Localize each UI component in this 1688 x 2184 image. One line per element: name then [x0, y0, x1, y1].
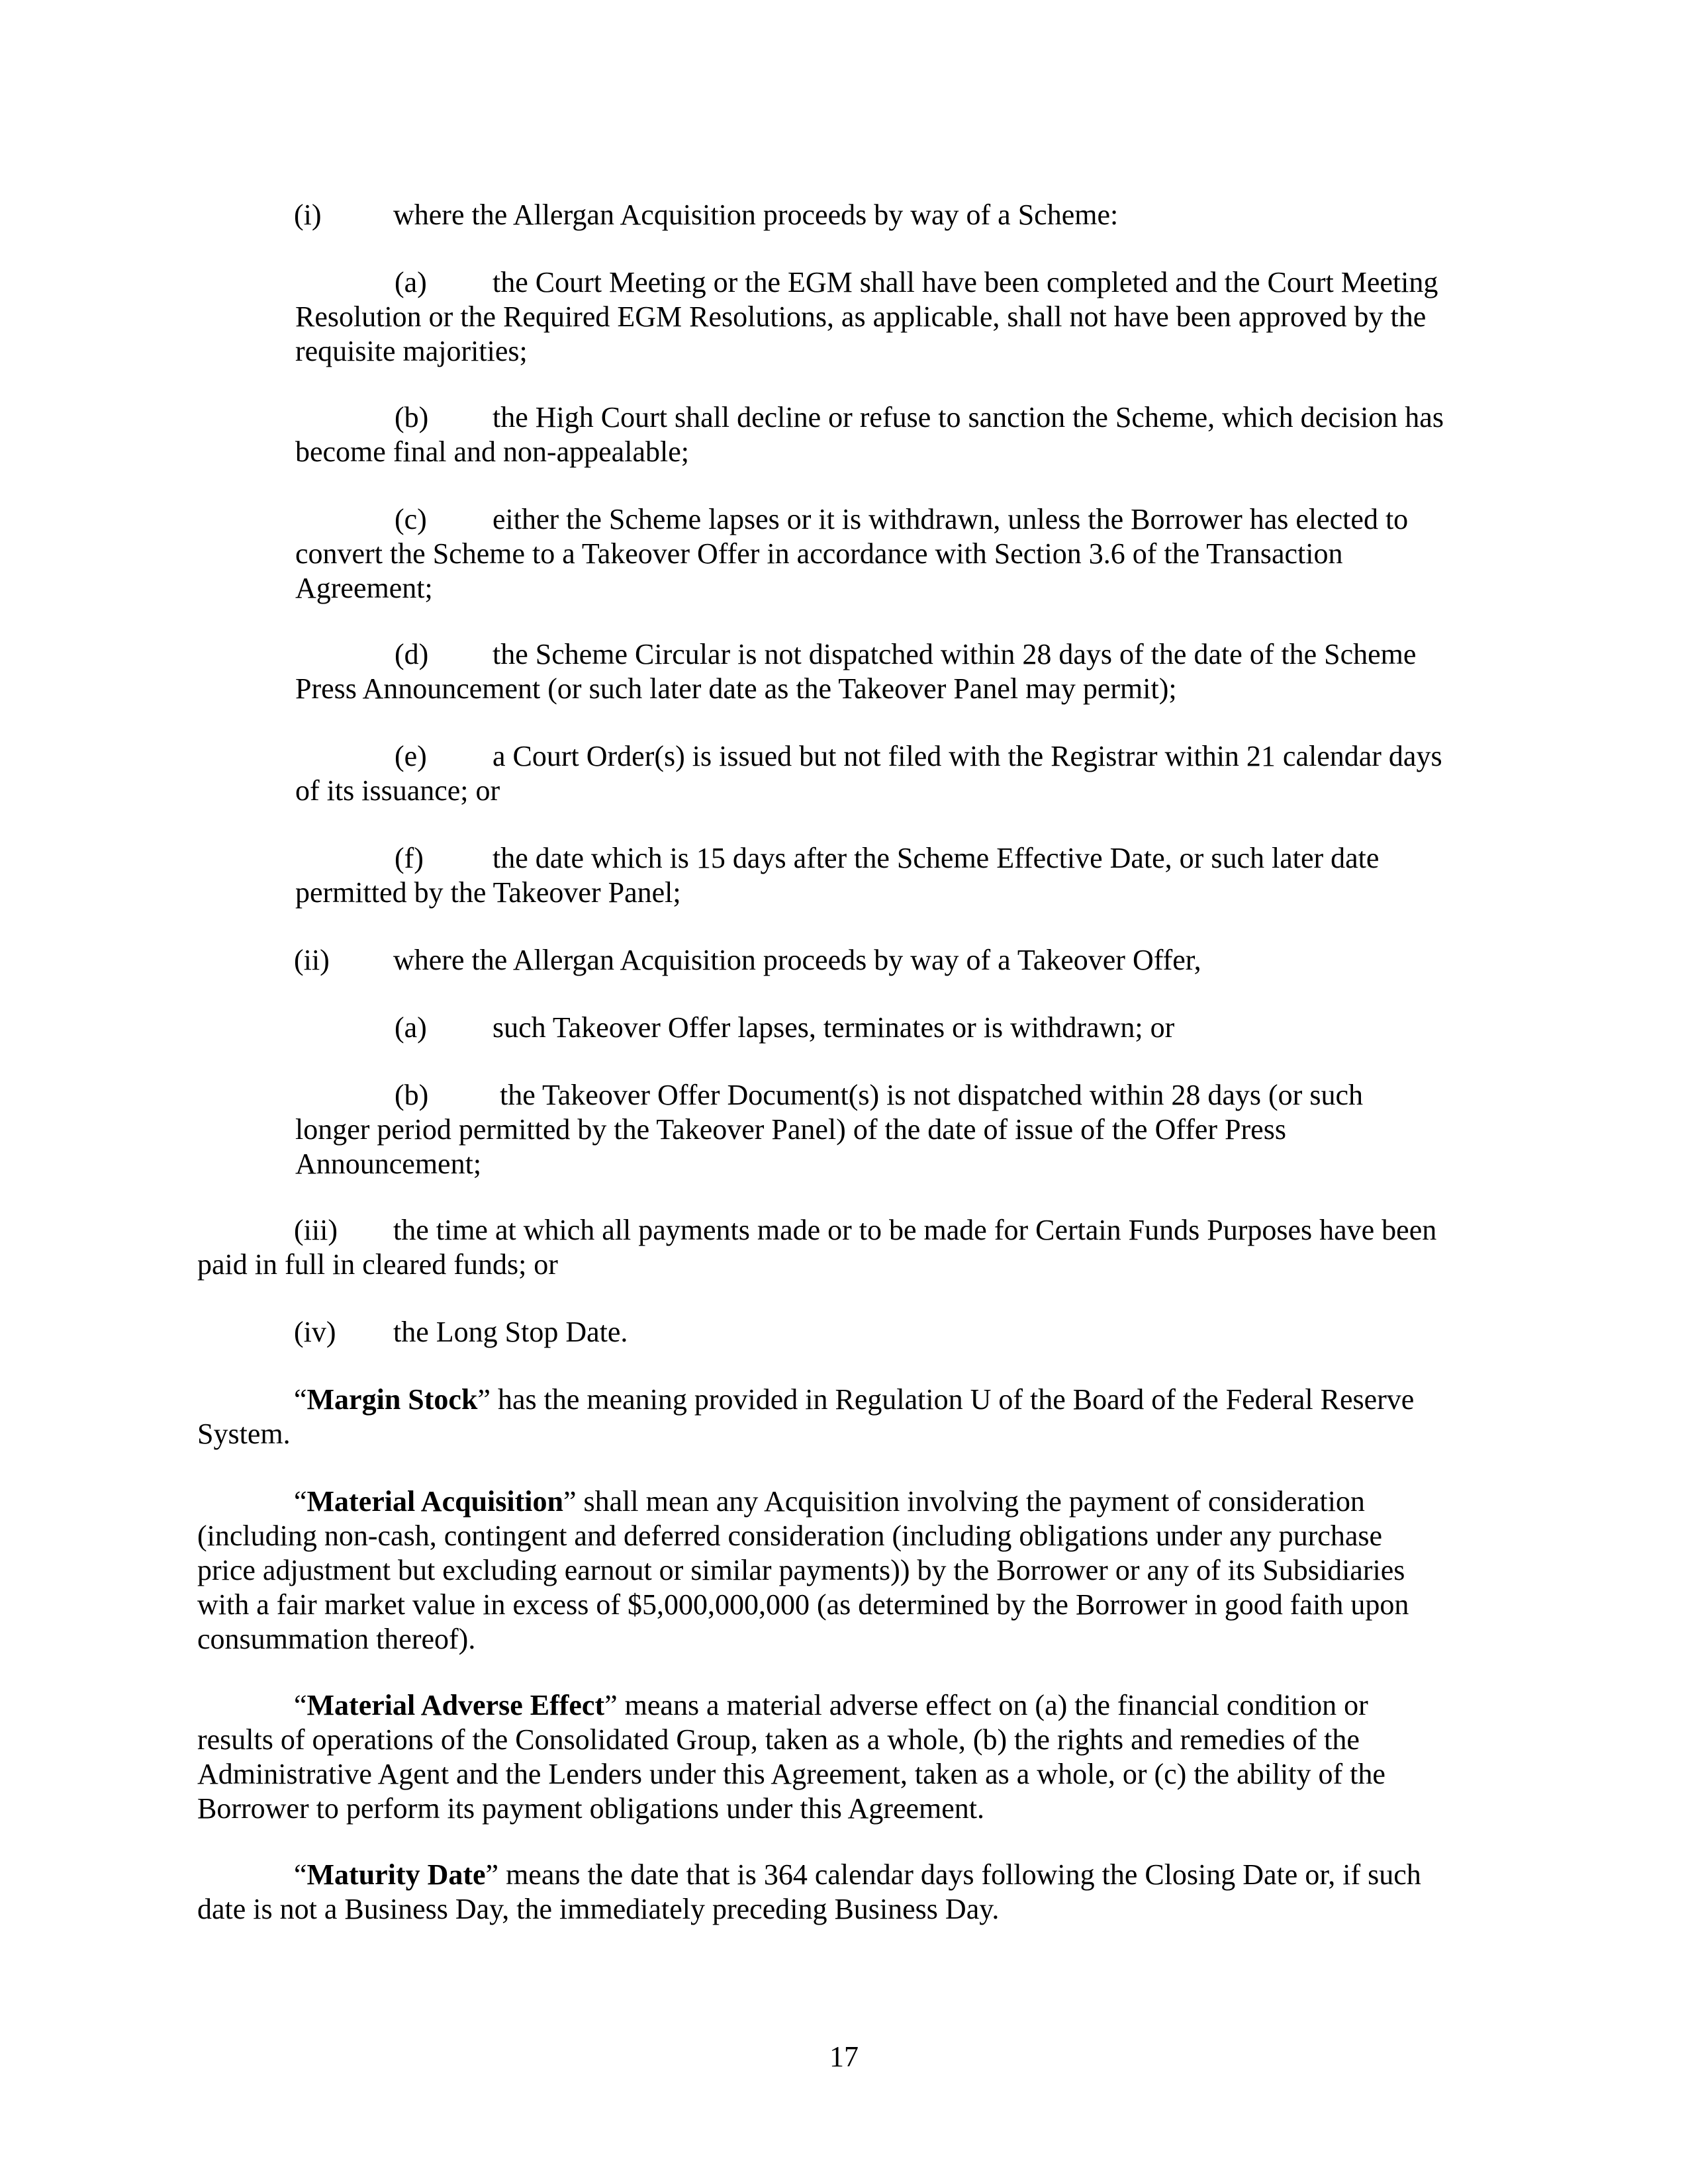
subclause-text-line: become final and non-appealable;: [295, 435, 689, 468]
clause-text: the time at which all payments made or to be made for Certain Funds Purposes have been: [393, 1214, 1437, 1246]
subclause-text-line: Resolution or the Required EGM Resolutions, as applicable, shall not have been approved by the: [295, 300, 1427, 333]
clause-label: (i): [294, 199, 322, 231]
definition-text-line: results of operations of the Consolidated Group, taken as a whole, (b) the rights and remedies of the: [197, 1723, 1360, 1756]
subclause-text: the High Court shall decline or refuse to sanction the Scheme, which decision has: [492, 401, 1444, 433]
definition-material-adverse-effect: [197, 1688, 1385, 1826]
subclause-text-line: longer period permitted by the Takeover Panel) of the date of issue of the Offer Press: [295, 1113, 1286, 1146]
clause-text: the Long Stop Date.: [393, 1316, 628, 1348]
definition-text: ” means the date that is 364 calendar days following the Closing Date or, if such: [485, 1858, 1421, 1891]
subclause-text-line: permitted by the Takeover Panel;: [295, 876, 681, 909]
subclause-c: [295, 502, 1408, 606]
definition-text-line: Administrative Agent and the Lenders under this Agreement, taken as a whole, or (c) the ability of the: [197, 1758, 1385, 1790]
subclause-f: [295, 841, 1379, 910]
subclause-label: (a): [395, 266, 427, 298]
clause-iii: [197, 1213, 1436, 1282]
subclause-a-takeover: [395, 1011, 1174, 1045]
clause-text: where the Allergan Acquisition proceeds by way of a Scheme:: [393, 199, 1119, 231]
subclause-label: (c): [395, 503, 427, 535]
subclause-a: [295, 265, 1438, 369]
definition-text-line: System.: [197, 1418, 291, 1450]
subclause-text-line: Agreement;: [295, 572, 433, 604]
definition-text-line: (including non-cash, contingent and deferred consideration (including obligations under any purchase: [197, 1520, 1383, 1552]
subclause-label: (e): [395, 740, 427, 772]
subclause-text: the Takeover Offer Document(s) is not dispatched within 28 days (or such: [492, 1079, 1363, 1111]
definition-material-acquisition: [197, 1484, 1409, 1657]
subclause-text-line: Announcement;: [295, 1148, 482, 1180]
page-number: 17: [829, 2040, 859, 2073]
subclause-b-takeover: [295, 1078, 1363, 1181]
defined-term: Maturity Date: [306, 1858, 486, 1891]
subclause-d: [295, 637, 1416, 706]
open-quote: “: [294, 1383, 307, 1416]
definition-text: ” means a material adverse effect on (a) the financial condition or: [604, 1689, 1368, 1721]
definition-margin-stock: [197, 1383, 1414, 1451]
clause-text: where the Allergan Acquisition proceeds by way of a Takeover Offer,: [393, 944, 1201, 976]
subclause-text: the Court Meeting or the EGM shall have been completed and the Court Meeting: [492, 266, 1438, 298]
subclause-text: either the Scheme lapses or it is withdrawn, unless the Borrower has elected to: [492, 503, 1409, 535]
subclause-text: the date which is 15 days after the Scheme Effective Date, or such later date: [492, 842, 1380, 874]
definition-text: ” has the meaning provided in Regulation U of the Board of the Federal Reserve: [477, 1383, 1415, 1416]
subclause-label: (f): [395, 842, 424, 874]
subclause-text-line: Press Announcement (or such later date as the Takeover Panel may permit);: [295, 672, 1177, 705]
subclause-text: a Court Order(s) is issued but not filed with the Registrar within 21 calendar days: [492, 740, 1442, 772]
open-quote: “: [294, 1485, 307, 1518]
subclause-text-line: convert the Scheme to a Takeover Offer in accordance with Section 3.6 of the Transaction: [295, 537, 1343, 570]
defined-term: Margin Stock: [306, 1383, 478, 1416]
subclause-label: (b): [395, 401, 429, 433]
clause-iv: [294, 1315, 628, 1349]
subclause-label: (d): [395, 638, 429, 670]
subclause-text: the Scheme Circular is not dispatched within 28 days of the date of the Scheme: [492, 638, 1417, 670]
clause-i: [294, 198, 1118, 232]
clause-label: (iii): [294, 1214, 338, 1246]
clause-label: (iv): [294, 1316, 336, 1348]
definition-text-line: price adjustment but excluding earnout or similar payments)) by the Borrower or any of its Subsidiaries: [197, 1554, 1405, 1586]
subclause-text-line: of its issuance; or: [295, 774, 500, 807]
subclause-text-line: requisite majorities;: [295, 335, 528, 367]
definition-text-line: Borrower to perform its payment obligations under this Agreement.: [197, 1792, 984, 1825]
definition-text: ” shall mean any Acquisition involving the payment of consideration: [563, 1485, 1365, 1518]
subclause-label: (a): [395, 1011, 427, 1044]
definition-text-line: date is not a Business Day, the immediately preceding Business Day.: [197, 1893, 1000, 1925]
open-quote: “: [294, 1689, 307, 1721]
clause-label: (ii): [294, 944, 330, 976]
subclause-b: [295, 400, 1444, 469]
subclause-text: such Takeover Offer lapses, terminates or is withdrawn; or: [492, 1011, 1175, 1044]
definition-text-line: with a fair market value in excess of $5,000,000,000 (as determined by the Borrower in good faith upon: [197, 1588, 1409, 1621]
defined-term: Material Acquisition: [306, 1485, 563, 1518]
defined-term: Material Adverse Effect: [306, 1689, 605, 1721]
open-quote: “: [294, 1858, 307, 1891]
definition-maturity-date: [197, 1858, 1421, 1927]
definition-text-line: consummation thereof).: [197, 1623, 476, 1655]
clause-ii: [294, 943, 1201, 978]
clause-text-line: paid in full in cleared funds; or: [197, 1248, 558, 1281]
subclause-label: (b): [395, 1079, 429, 1111]
subclause-e: [295, 739, 1442, 808]
